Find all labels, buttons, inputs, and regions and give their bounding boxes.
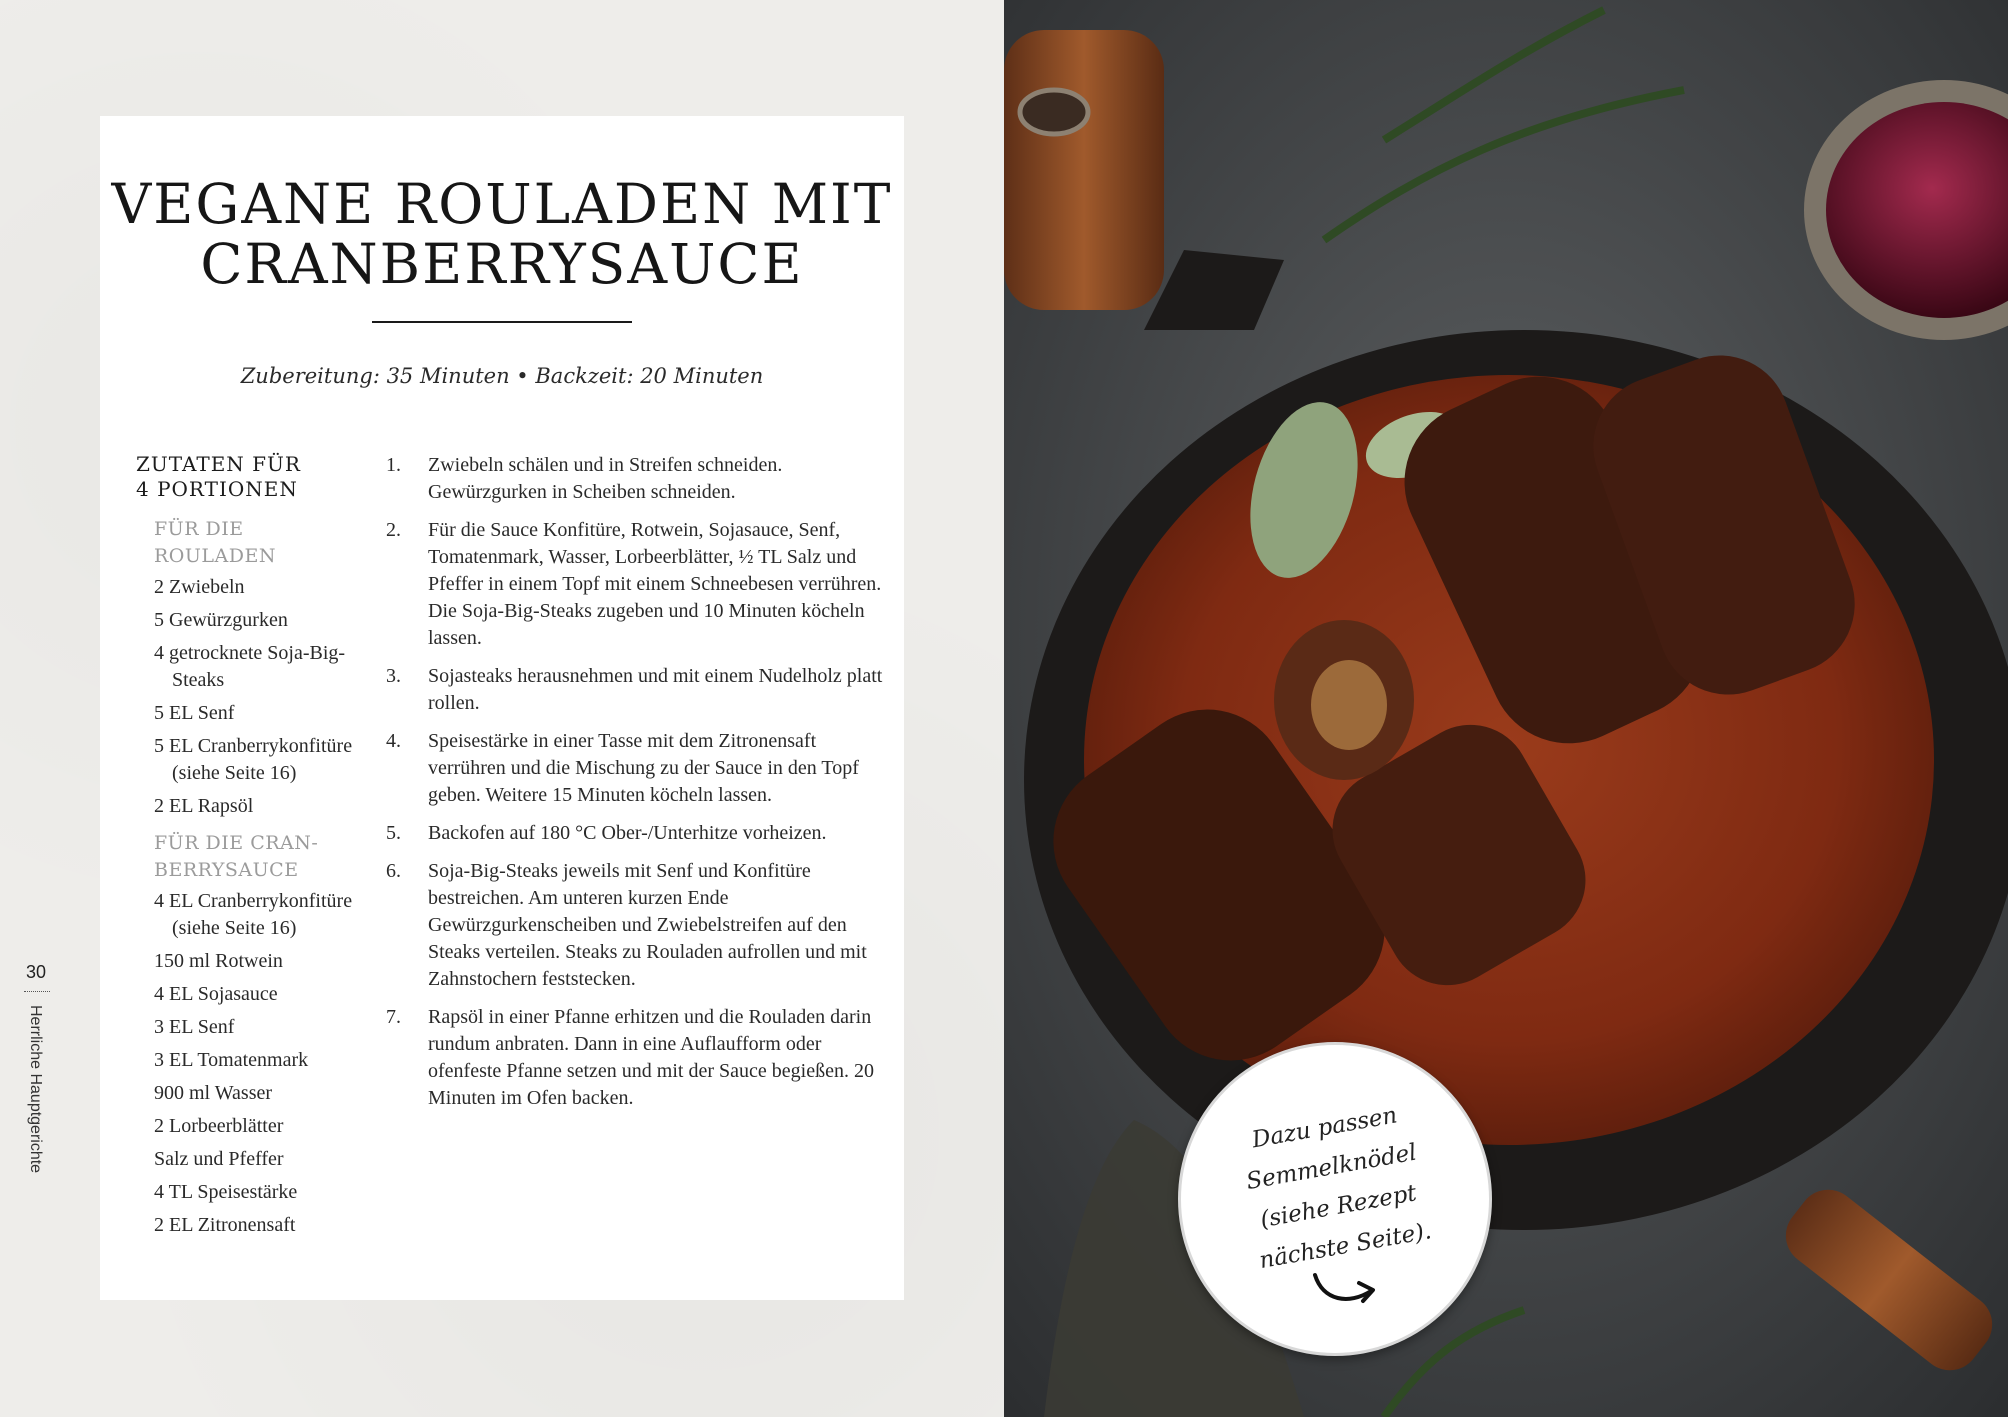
ingredient-list [136,574,376,820]
step-number: 7. [386,1006,401,1028]
step-number: 1. [386,454,401,476]
ingredient-item: 4 EL Cranberrykonfitüre (siehe Seite 16) [154,890,353,939]
curved-arrow-icon [1309,1265,1379,1307]
ingredient-item: Salz und Pfeffer [154,1148,284,1170]
ingredient-item: 2 EL Zitronensaft [154,1214,296,1236]
title-divider [372,321,632,323]
serving-suggestion-text: Dazu passen Semmelknödel (siehe Rezept nächste Seite). [1244,1102,1434,1275]
recipe-title: VEGANE ROULADEN MIT CRANBERRYSAUCE [111,172,893,296]
serving-suggestion-badge [1178,1042,1492,1356]
ingredient-item: 900 ml Wasser [154,1082,273,1104]
pepper-grinder [1004,30,1164,310]
ingredient-group-heading: FÜR DIE CRAN- BERRYSAUCE [154,832,319,881]
ingredient-item: 150 ml Rotwein [154,950,283,972]
step-text: Sojasteaks herausnehmen und mit einem Nudelholz platt rollen. [428,665,883,714]
instruction-step [386,517,886,652]
ingredient-group-heading: FÜR DIE ROULADEN [154,518,276,567]
step-text: Backofen auf 180 °C Ober-/Unterhitze vorheizen. [428,822,827,844]
ingredient-item: 5 EL Senf [154,702,235,724]
ingredient-item: 2 Lorbeerblätter [154,1115,284,1137]
recipe-time-info: Zubereitung: 35 Minuten • Backzeit: 20 Minuten [240,364,764,388]
instruction-step [386,1004,886,1112]
ingredient-item: 5 EL Cranberrykonfitüre (siehe Seite 16) [154,735,353,784]
step-number: 4. [386,730,401,752]
chapter-title: Herrliche Hauptgerichte [27,1005,44,1174]
ingredient-item: 2 EL Rapsöl [154,795,254,817]
recipe-card [100,116,904,1300]
ingredient-groups [136,516,376,1239]
instruction-step [386,858,886,993]
step-text: Rapsöl in einer Pfanne erhitzen und die Rouladen darin rundum anbraten. Dann in eine Auflaufform oder ofenfeste Pfanne setzen und mit der Sauce begießen. 20 Minuten im Ofen backen. [428,1006,874,1109]
ingredient-item: 5 Gewürzgurken [154,609,288,631]
food-photo-illustration [1004,0,2008,1417]
instruction-steps [386,452,886,1123]
step-text: Zwiebeln schälen und in Streifen schneiden. Gewürzgurken in Scheiben schneiden. [428,454,783,503]
ingredient-item: 3 EL Tomatenmark [154,1049,309,1071]
step-number: 2. [386,519,401,541]
step-text: Speisestärke in einer Tasse mit dem Zitronensaft verrühren und die Mischung zu der Sauce in den Topf geben. Weitere 15 Minuten köcheln lassen. [428,730,859,806]
food-photo [1004,0,2008,1417]
instruction-step [386,663,886,717]
step-number: 6. [386,860,401,882]
ingredient-item: 4 getrocknete Soja-Big-Steaks [154,642,346,691]
instruction-step [386,452,886,506]
page-number: 30 [26,962,47,982]
step-text: Für die Sauce Konfitüre, Rotwein, Sojasauce, Senf, Tomatenmark, Wasser, Lorbeerblätter, ½ TL Salz und Pfeffer in einem Topf mit einem Schneebesen verrühren. Die Soja-Big-Steaks zugeben und 10 Minuten köcheln lassen. [428,519,882,649]
ingredient-item: 4 TL Speisestärke [154,1181,298,1203]
ingredients-heading: ZUTATEN FÜR 4 PORTIONEN [136,452,301,501]
ingredients-column [136,452,376,1245]
ingredient-item: 2 Zwiebeln [154,576,245,598]
ingredient-item: 3 EL Senf [154,1016,235,1038]
ingredient-item: 4 EL Sojasauce [154,983,278,1005]
page-number-divider [24,991,50,992]
step-number: 5. [386,822,401,844]
instruction-step [386,728,886,809]
instruction-step [386,820,886,847]
ingredient-list [136,888,376,1239]
step-number: 3. [386,665,401,687]
step-text: Soja-Big-Steaks jeweils mit Senf und Konfitüre bestreichen. Am unteren kurzen Ende Gewürzgurkenscheiben und Zwiebelstreifen auf den Steaks verteilen. Steaks zu Rouladen aufrollen und mit Zahnstochern feststecken. [428,860,867,990]
